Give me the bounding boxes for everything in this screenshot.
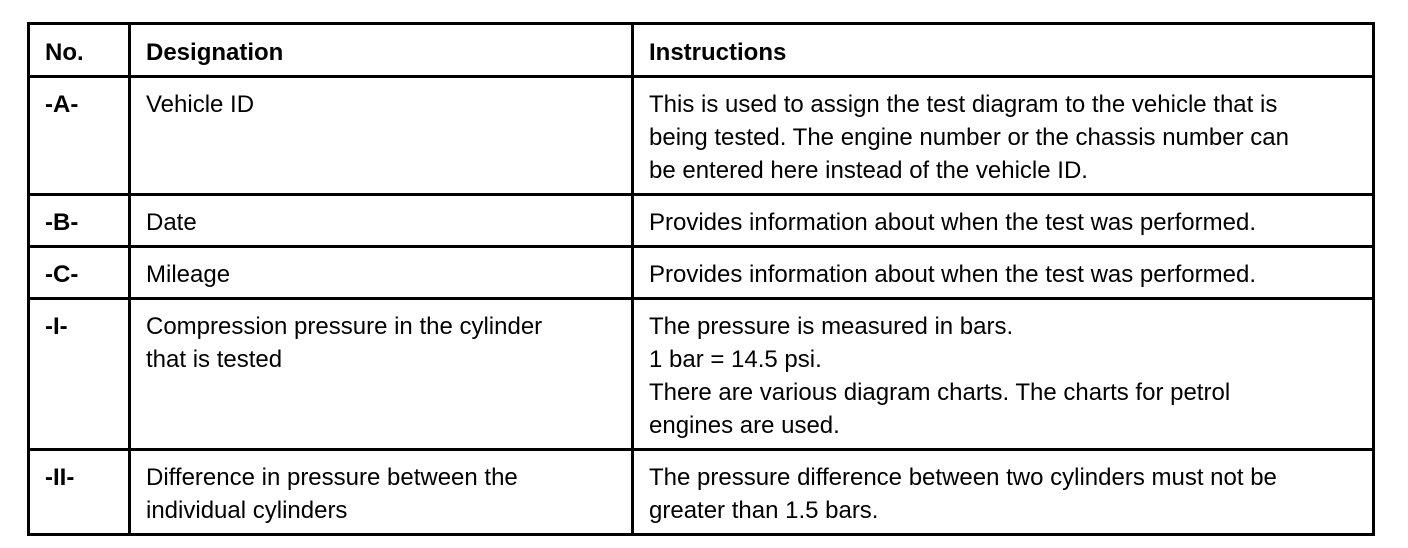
row-instructions [633, 299, 1374, 450]
header-designation: Designation [130, 24, 633, 77]
row-instructions [633, 195, 1374, 247]
designation-line: individual cylinders [146, 497, 348, 524]
designation-line: Date [146, 209, 197, 236]
table-row [29, 247, 1374, 299]
instruction-line: be entered here instead of the vehicle ID. [649, 157, 1088, 184]
row-designation [130, 195, 633, 247]
instruction-line: Provides information about when the test was performed. [649, 261, 1256, 288]
row-number: -A- [29, 77, 130, 195]
row-number: -C- [29, 247, 130, 299]
row-instructions [633, 450, 1374, 535]
instruction-line: Provides information about when the test was performed. [649, 209, 1256, 236]
row-number: -I- [29, 299, 130, 450]
instruction-line: greater than 1.5 bars. [649, 497, 879, 524]
table-row [29, 299, 1374, 450]
table-row [29, 77, 1374, 195]
row-designation [130, 299, 633, 450]
header-no: No. [29, 24, 130, 77]
instruction-line: The pressure difference between two cylinders must not be [649, 464, 1277, 491]
designation-line: Difference in pressure between the [146, 464, 518, 491]
instruction-line: This is used to assign the test diagram to the vehicle that is [649, 91, 1278, 118]
table-row [29, 450, 1374, 535]
instructions-table [27, 22, 1375, 536]
row-number: -B- [29, 195, 130, 247]
table-header-row [29, 24, 1374, 77]
table-row [29, 195, 1374, 247]
instruction-line: There are various diagram charts. The charts for petrol [649, 379, 1231, 406]
instruction-line: The pressure is measured in bars. [649, 313, 1014, 340]
designation-line: Mileage [146, 261, 231, 288]
designation-line: Vehicle ID [146, 91, 255, 118]
row-designation [130, 247, 633, 299]
row-instructions [633, 77, 1374, 195]
header-instructions: Instructions [633, 24, 1374, 77]
row-number: -II- [29, 450, 130, 535]
instruction-line: being tested. The engine number or the chassis number can [649, 124, 1289, 151]
designation-line: that is tested [146, 346, 283, 373]
instruction-line: 1 bar = 14.5 psi. [649, 346, 822, 373]
row-instructions [633, 247, 1374, 299]
row-designation [130, 77, 633, 195]
instruction-line: engines are used. [649, 412, 840, 439]
designation-line: Compression pressure in the cylinder [146, 313, 543, 340]
row-designation [130, 450, 633, 535]
